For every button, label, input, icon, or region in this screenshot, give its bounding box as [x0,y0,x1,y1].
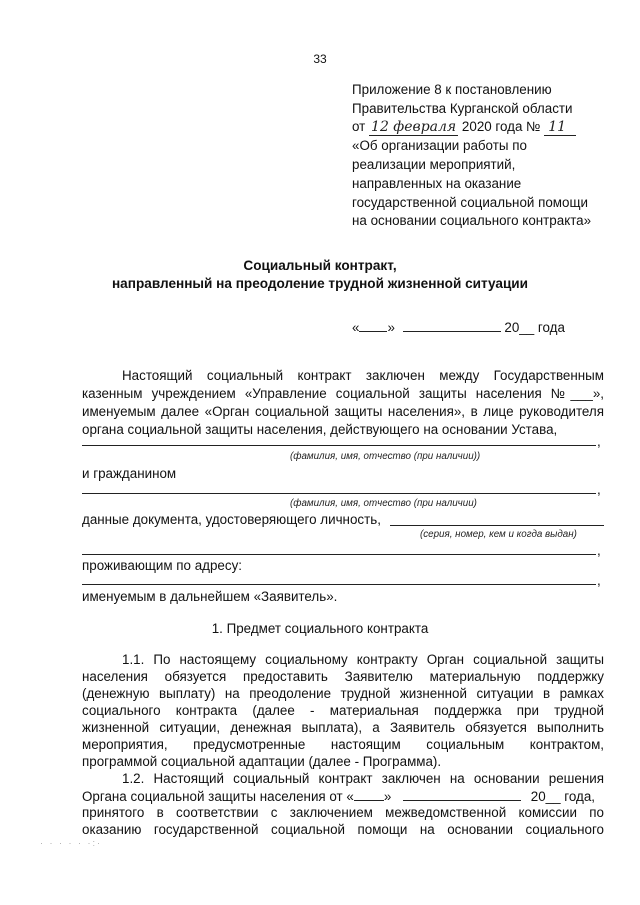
appendix-line-8: на основании социального контракта» [352,213,592,228]
id-document-line-2 [82,554,596,555]
intro-line-3: именуемым далее «Орган социальной защиты населения», в лице руководителя [82,404,604,419]
appendix-line-6: направленных на оказание [352,176,522,191]
director-name-line [82,445,596,446]
citizen-label: и гражданином [82,466,177,481]
appendix-line-2: Правительства Курганской области [352,101,573,116]
comma-3: , [597,543,601,558]
hint-citizen-fio: (фамилия, имя, отчество (при наличии) [290,498,477,509]
comma-4: , [597,573,601,588]
appendix-line-5: реализации мероприятий, [352,157,516,172]
p1-line-4: социального контракта (далее - материальная поддержка при трудной [82,703,604,718]
scan-speckles: · · · · · ·:· [40,838,102,848]
p2-line-3: принятого в соответствии с заключением межведомственной комиссии по [82,805,604,820]
address-label: проживающим по адресу: [82,558,242,573]
handwritten-date: 12 февраля [371,119,457,135]
decision-month-blank [403,788,521,801]
decision-year: 20__ года, [530,789,596,804]
address-line [82,584,596,585]
p1-line-7: программой социальной адаптации (далее - Программа). [82,754,442,769]
p2-line-4: оказанию государственной социальной помощи на основании социального [82,822,604,837]
intro-line-2: казенным учреждением «Управление социальной защиты населения №___», [82,386,604,401]
appendix-from: от [352,119,366,134]
appendix-year: 2020 года № [461,119,541,134]
p2-line-2: Органа социальной защиты населения от « » 20__ года, [82,789,596,804]
hint-id-document: (серия, номер, кем и когда выдан) [420,529,577,540]
intro-line-1: Настоящий социальный контракт заключен между Государственным [122,368,604,383]
doc-title-line-1: Социальный контракт, [243,258,397,273]
p1-line-5: жизненной ситуации, денежная выплата), а Заявитель обязуется выполнить [82,720,604,735]
applicant-named: именуемым в дальнейшем «Заявитель». [82,589,338,604]
citizen-name-line [82,493,596,494]
handwritten-number: 11 [544,119,576,136]
doc-title-line-2: направленный на преодоление трудной жизненной ситуации [111,276,529,291]
appendix-line-1: Приложение 8 к постановлению [352,82,552,97]
id-document-line [390,525,604,526]
appendix-line-7: государственной социальной помощи [352,195,588,210]
section-1-heading: 1. Предмет социального контракта [211,621,429,636]
appendix-line-4: «Об организации работы по [352,138,527,153]
contract-year: 20__ года [504,320,565,335]
month-blank [403,319,501,332]
decision-day-blank [354,788,384,801]
p1-line-1: 1.1. По настоящему социальному контракту Орган социальной защиты [122,652,604,667]
page-number: 33 [313,52,327,66]
p1-line-2: населения обязуется предоставить Заявителю материальную поддержку [82,669,604,684]
intro-line-4: органа социальной защиты населения, действующего на основании Устава, [82,422,558,437]
p1-line-6: мероприятия, предусмотренные настоящим социальным контрактом, [82,737,604,752]
id-document-label: данные документа, удостоверяющего личность, [82,512,381,527]
comma-1: , [597,434,601,449]
appendix-line-3 [352,117,576,137]
hint-director-fio: (фамилия, имя, отчество (при наличии)) [290,451,481,462]
p2-line-1: 1.2. Настоящий социальный контракт заключен на основании решения [122,771,604,786]
p1-line-3: (денежную выплату) на преодоление трудной жизненной ситуации в рамках [82,686,604,701]
comma-2: , [597,482,601,497]
contract-date: « » 20__ года [352,320,565,335]
day-blank [359,319,387,332]
